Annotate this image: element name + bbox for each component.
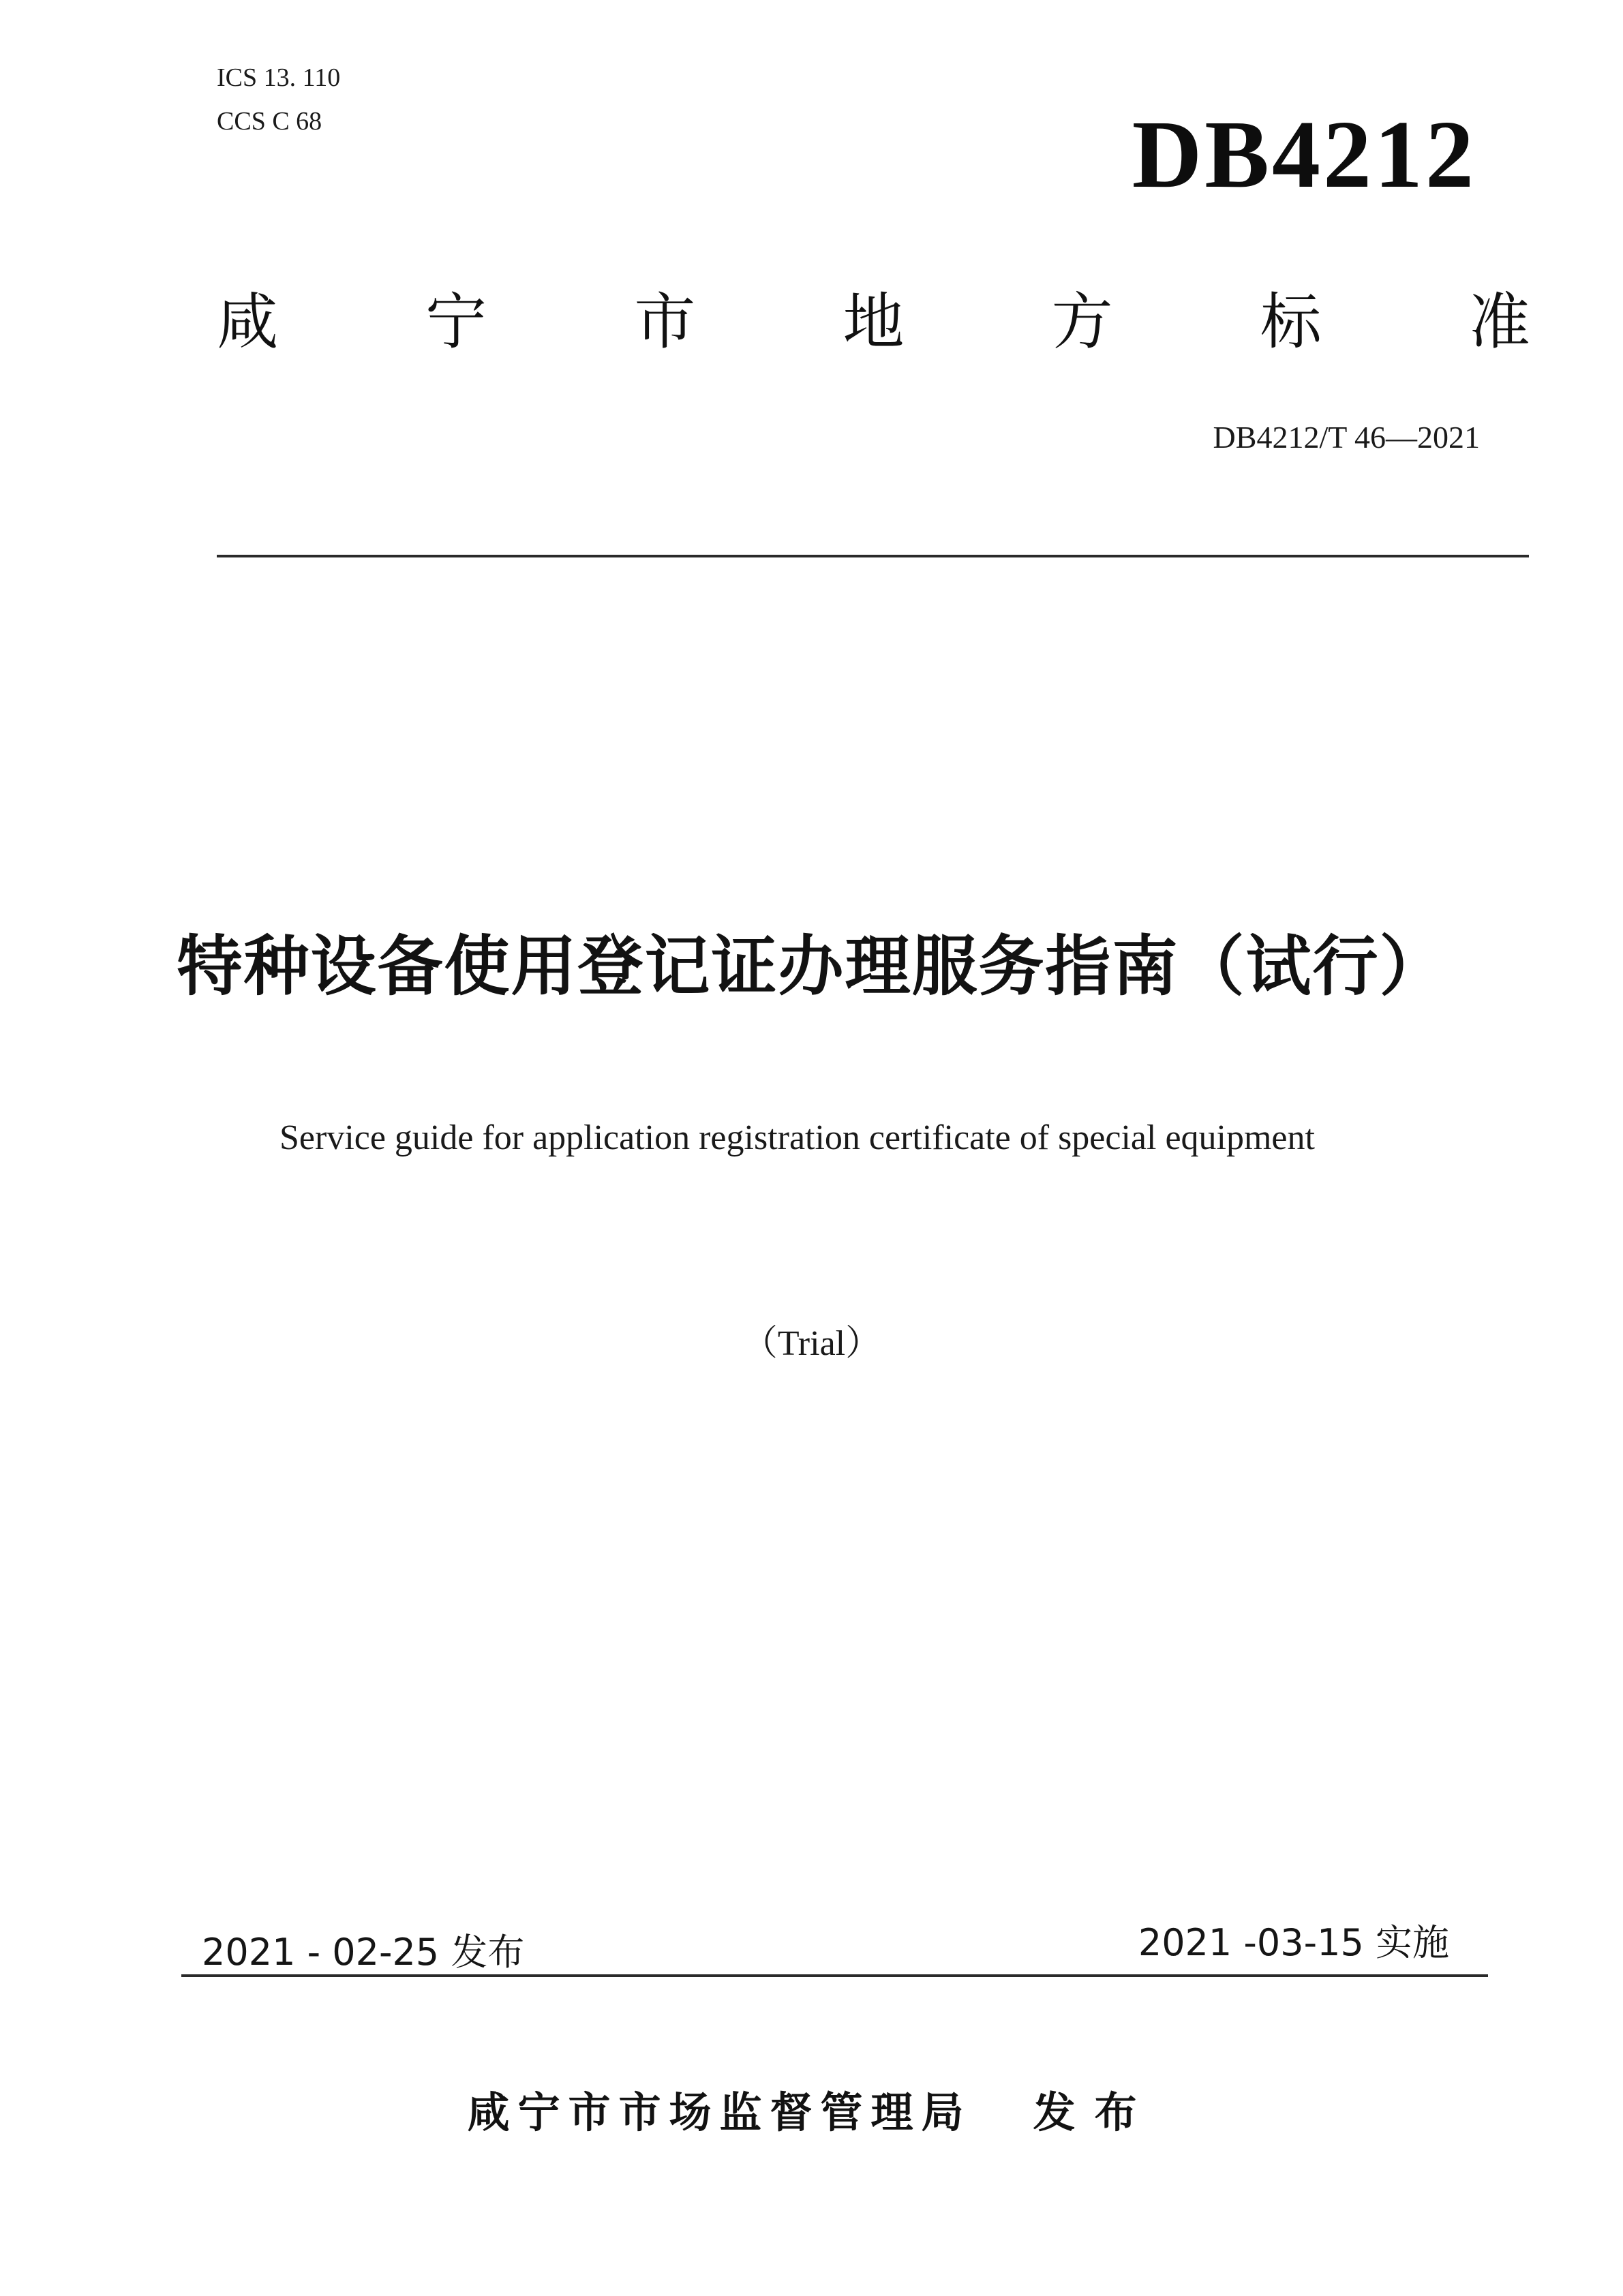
standard-type-char: 市 [634,286,696,358]
standard-type [217,286,1530,358]
issuer-name: 咸宁市市场监督管理局 [467,2087,972,2137]
standard-type-char: 准 [1468,286,1530,358]
standard-type-char: 宁 [425,286,487,358]
issue-label: 发布 [1033,2087,1156,2137]
standard-type-char: 标 [1260,286,1322,358]
standard-code: DB4212 [1132,100,1476,208]
header-divider [217,555,1529,557]
document-number: DB4212/T 46—2021 [1213,420,1480,455]
ics-code: ICS 13. 110 [217,63,341,92]
ccs-code: CCS C 68 [217,107,322,136]
publish-date: 2021 - 02-25 发布 [202,1931,525,1974]
issuer-block [0,2079,1623,2139]
trial-label: （Trial） [742,1324,881,1363]
standard-type-char: 方 [1051,286,1113,358]
effective-date: 2021 -03-15 实施 [1138,1921,1449,1964]
standard-type-char: 咸 [217,286,278,358]
title-english: Service guide for application registration certificate of special equipment [279,1118,1315,1157]
footer-divider [181,1974,1488,1977]
title-chinese: 特种设备使用登记证办理服务指南（试行） [177,928,1446,1005]
standard-type-char: 地 [843,286,905,358]
